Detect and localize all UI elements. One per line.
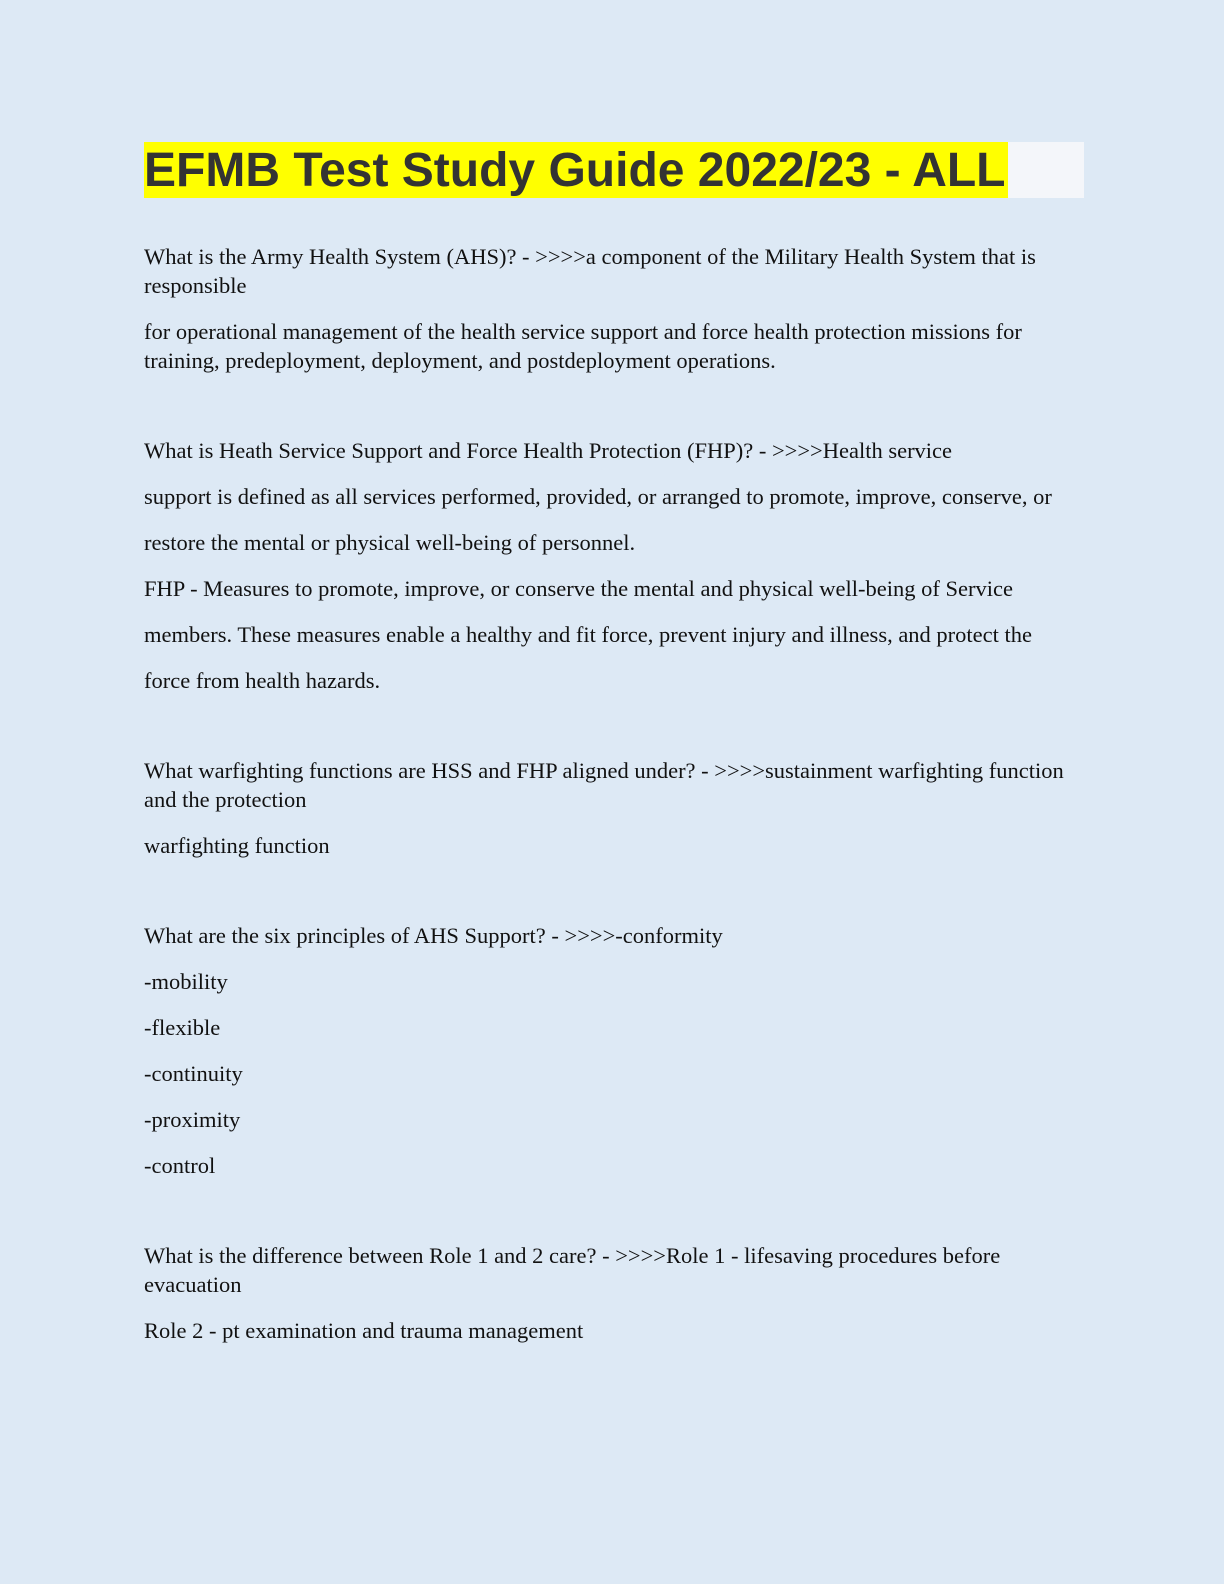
document-page: [144, 142, 1084, 1345]
qa-block-warfighting: [144, 756, 1084, 860]
list-item: -continuity: [144, 1061, 243, 1086]
qa-block-six-principles: [144, 921, 1084, 1180]
paragraph: force from health hazards.: [144, 668, 381, 693]
paragraph: What is the Army Health System (AHS)? - >>>>a component of the Military Health System that is responsible: [144, 244, 1036, 298]
paragraph: Role 2 - pt examination and trauma management: [144, 1318, 584, 1343]
paragraph: support is defined as all services performed, provided, or arranged to promote, improve, conserve, or: [144, 484, 1052, 509]
list-item: -flexible: [144, 1015, 221, 1040]
qa-block-role-care: [144, 1241, 1084, 1345]
paragraph: restore the mental or physical well-being of personnel.: [144, 530, 636, 555]
document-title: EFMB Test Study Guide 2022/23 - ALL: [144, 144, 1006, 197]
paragraph: What is Heath Service Support and Force Health Protection (FHP)? - >>>>Health service: [144, 438, 953, 463]
paragraph: What warfighting functions are HSS and FHP aligned under? - >>>>sustainment warfighting function and the protection: [144, 758, 1064, 812]
paragraph: members. These measures enable a healthy and fit force, prevent injury and illness, and protect the: [144, 622, 1033, 647]
qa-block-ahs: [144, 242, 1084, 375]
title-bar: [144, 142, 1084, 198]
paragraph: FHP - Measures to promote, improve, or conserve the mental and physical well-being of Service: [144, 576, 1013, 601]
qa-block-hss-fhp: [144, 436, 1084, 695]
paragraph: for operational management of the health service support and force health protection missions for training, predeployment, deployment, and postdeployment operations.: [144, 319, 1022, 373]
paragraph: warfighting function: [144, 833, 330, 858]
list-item: -control: [144, 1153, 216, 1178]
document-content: [144, 242, 1084, 1345]
paragraph: What are the six principles of AHS Support? - >>>>-conformity: [144, 923, 723, 948]
paragraph: What is the difference between Role 1 and 2 care? - >>>>Role 1 - lifesaving procedures before evacuation: [144, 1243, 1001, 1297]
list-item: -proximity: [144, 1107, 241, 1132]
list-item: -mobility: [144, 969, 228, 994]
